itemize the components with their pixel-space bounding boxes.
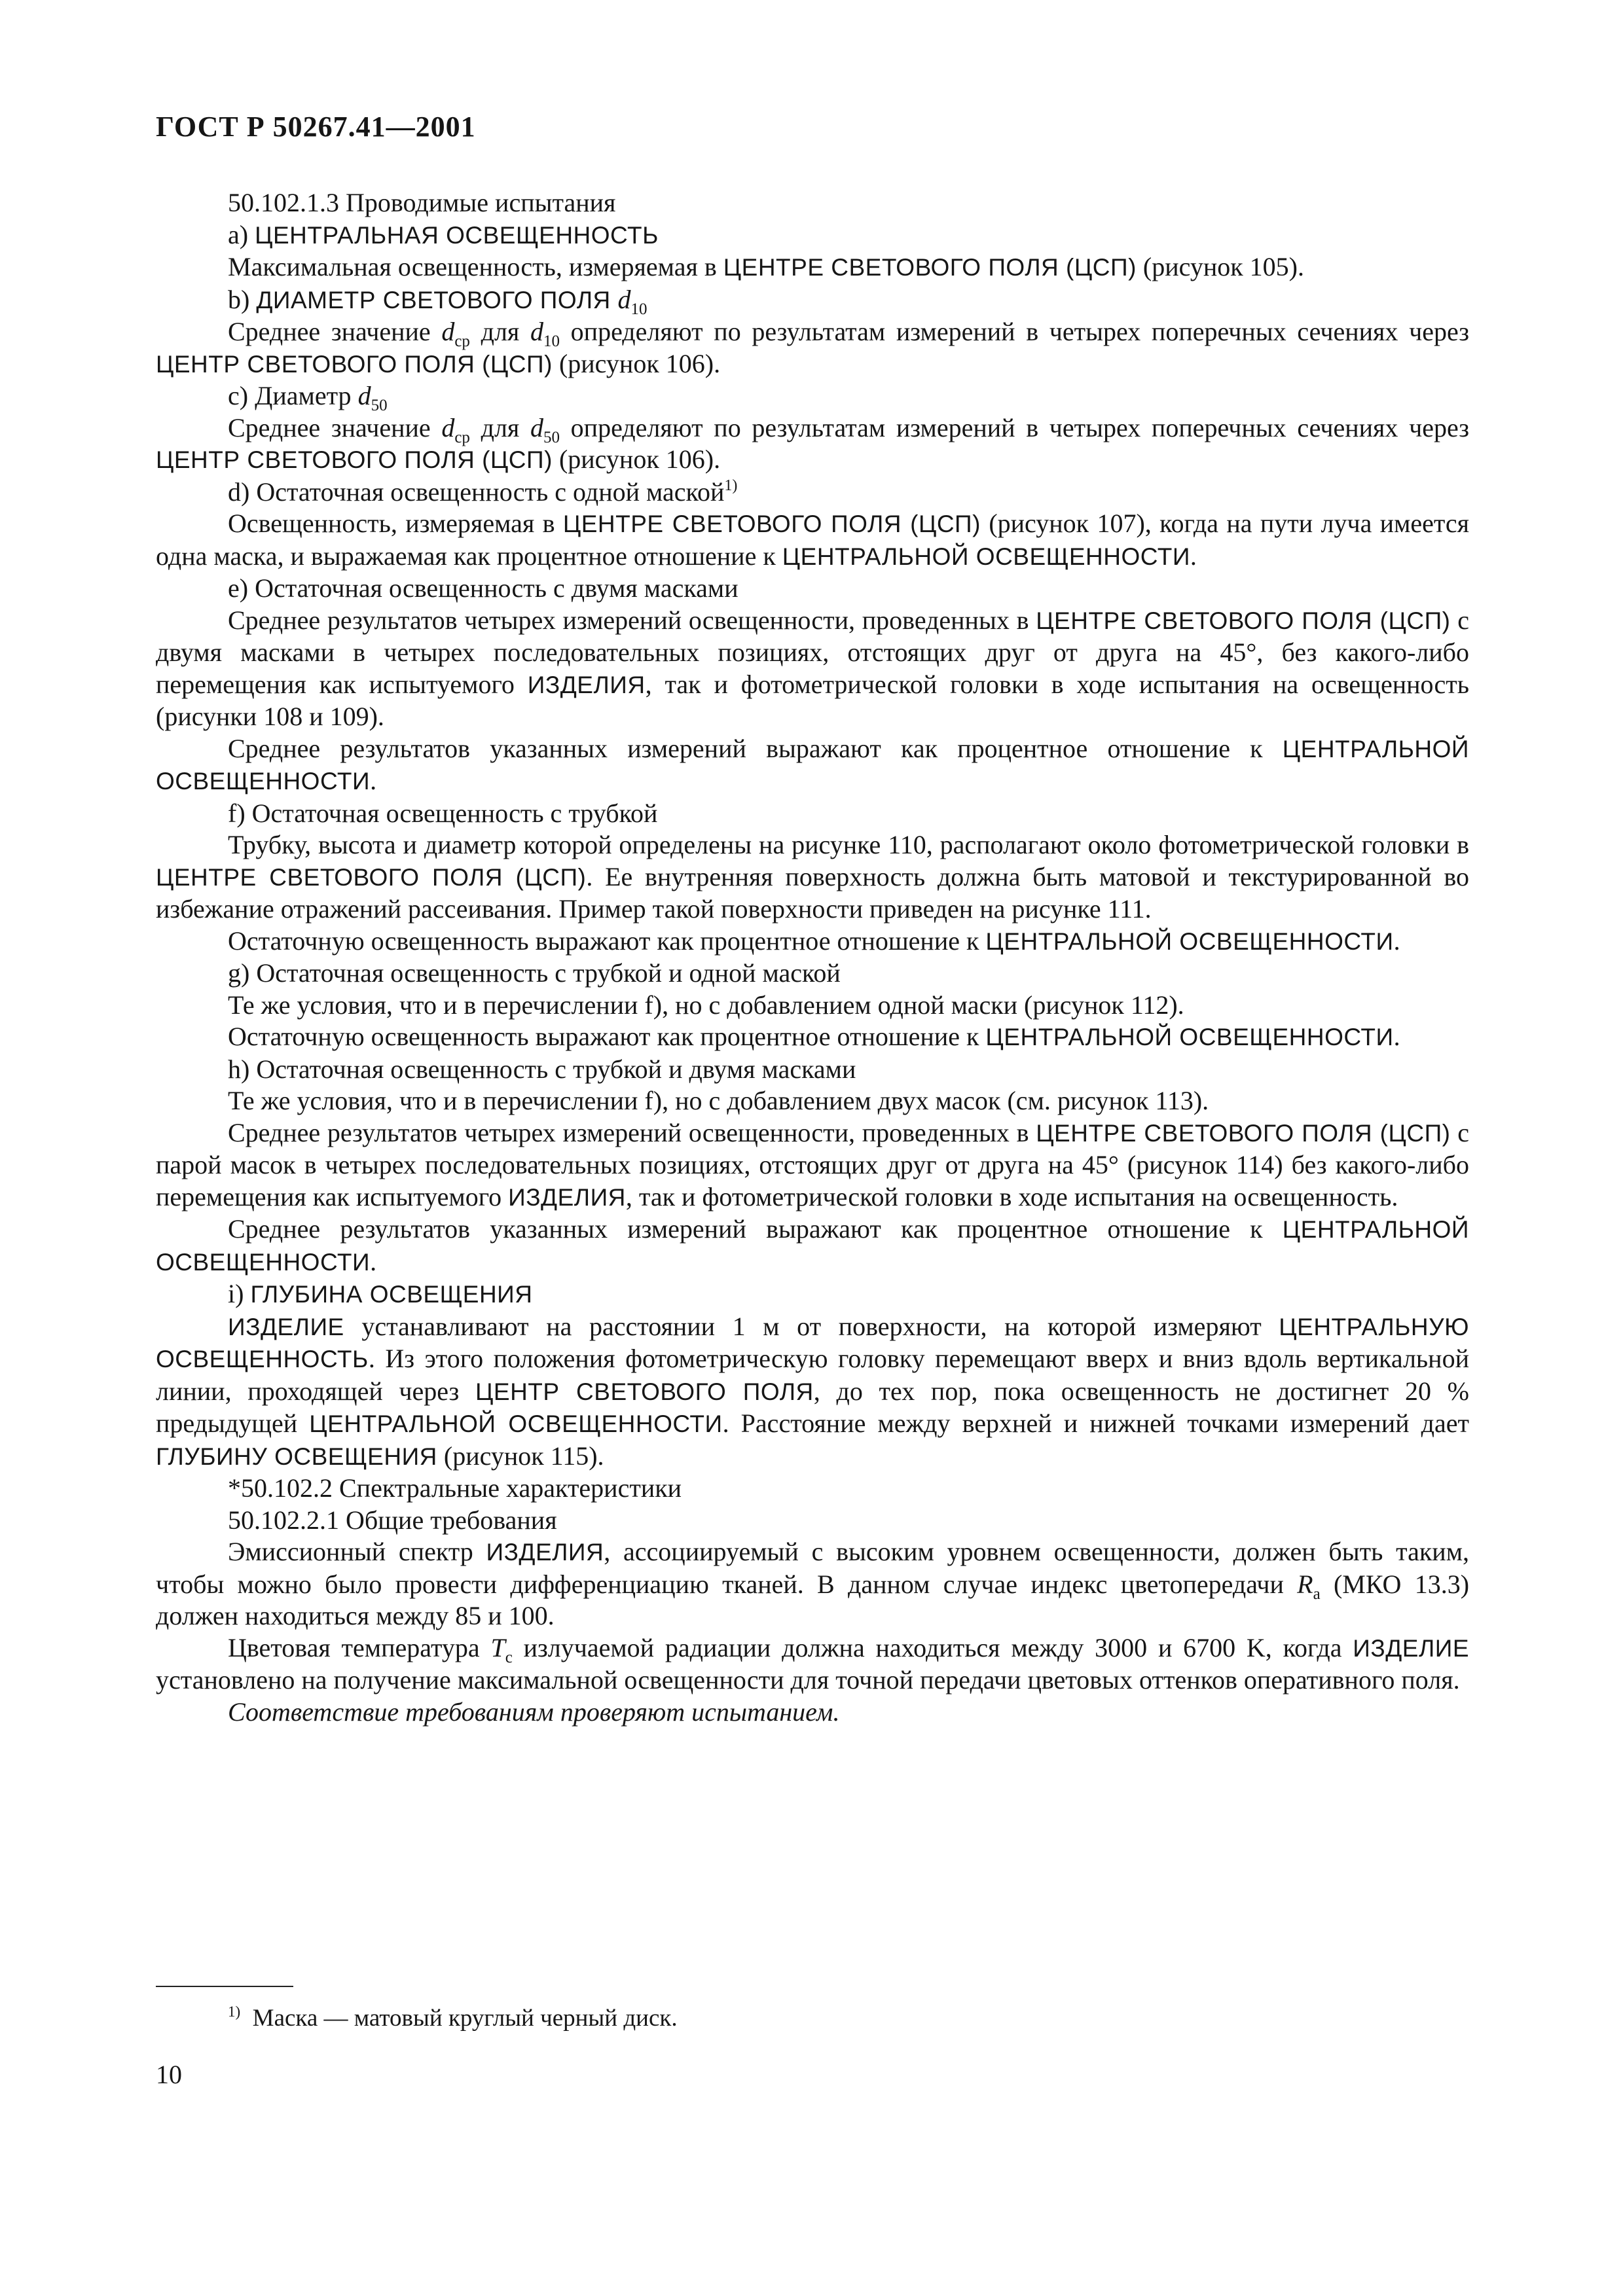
- item-i-heading: i) ГЛУБИНА ОСВЕЩЕНИЯ: [228, 1279, 533, 1308]
- footnote: [228, 2003, 678, 2034]
- item-e-text: Среднее результатов четырех измерений освещенности, проведенных в ЦЕНТРЕ СВЕТОВОГО ПОЛЯ (ЦСП) с двумя масками в четырех последовательных позициях, отстоящих друг от друга на 45°, без какого-либо перемещения как испытуемого ИЗДЕЛИЯ, так и фотометрической головки в ходе испытания на освещенность (рисунки 108 и 109).: [156, 605, 1469, 731]
- item-d-heading: d) Остаточная освещенность с одной маской$^{1)}$: [228, 476, 738, 507]
- item-h-text-3: Среднее результатов указанных измерений выражают как процентное отношение к ЦЕНТРАЛЬНОЙ ОСВЕЩЕННОСТИ.: [156, 1214, 1469, 1276]
- item-g-heading: g) Остаточная освещенность с трубкой и одной маской: [228, 958, 841, 988]
- item-b-text: Среднее значение $d_{ср}$ для $d_{10}$ определяют по результатам измерений в четырех поперечных сечениях через ЦЕНТР СВЕТОВОГО ПОЛЯ (ЦСП) (рисунок 106).: [156, 317, 1469, 378]
- footnote-ref: 1): [724, 476, 738, 494]
- item-d-text: Освещенность, измеряемая в ЦЕНТРЕ СВЕТОВОГО ПОЛЯ (ЦСП) (рисунок 107), когда на пути луча имеется одна маска, и выражаемая как процентное отношение к ЦЕНТРАЛЬНОЙ ОСВЕЩЕННОСТИ.: [156, 509, 1470, 571]
- item-b-heading: b) ДИАМЕТР СВЕТОВОГО ПОЛЯ $d_{10}$: [228, 284, 647, 318]
- footnote-text: Маска — матовый круглый черный диск.: [252, 2005, 678, 2032]
- clause-50-102-1-3-heading: 50.102.1.3 Проводимые испытания: [228, 188, 616, 217]
- item-f-heading: f) Остаточная освещенность с трубкой: [228, 798, 658, 828]
- footnote-divider: [156, 1986, 293, 1987]
- item-g-text-2: Остаточную освещенность выражают как процентное отношение к ЦЕНТРАЛЬНОЙ ОСВЕЩЕННОСТИ.: [228, 1022, 1400, 1051]
- document-header: ГОСТ Р 50267.41—2001: [156, 111, 476, 143]
- item-f-text: Трубку, высота и диаметр которой определены на рисунке 110, располагают около фотометрической головки в ЦЕНТРЕ СВЕТОВОГО ПОЛЯ (ЦСП). Ее внутренняя поверхность должна быть матовой и текстурированной во избежание отражений рассеивания. Пример такой поверхности приведен на рисунке 111.: [156, 830, 1470, 924]
- item-f-text-2: Остаточную освещенность выражают как процентное отношение к ЦЕНТРАЛЬНОЙ ОСВЕЩЕННОСТИ.: [228, 925, 1400, 956]
- clause-50-102-2-1-text-2: Цветовая температура $T_c$ излучаемой радиации должна находиться между 3000 и 6700 K, когда ИЗДЕЛИЕ установлено на получение максимальной освещенности для точной передачи цветовых оттенков оперативного поля.: [156, 1632, 1469, 1695]
- item-i-text: ИЗДЕЛИЕ устанавливают на расстоянии 1 м от поверхности, на которой измеряют ЦЕНТРАЛЬНУЮ ОСВЕЩЕННОСТЬ. Из этого положения фотометрическую головку перемещают вверх и вниз вдоль вертикальной линии, проходящей через ЦЕНТР СВЕТОВОГО ПОЛЯ, до тех пор, пока освещенность не достигнет 20 % предыдущей ЦЕНТРАЛЬНОЙ ОСВЕЩЕННОСТИ. Расстояние между верхней и нижней точками измерений дает ГЛУБИНУ ОСВЕЩЕНИЯ (рисунок 115).: [156, 1311, 1470, 1471]
- item-c-heading: c) Диаметр $d_{50}$: [228, 381, 388, 414]
- item-h-text: Те же условия, что и в перечислении f), но с добавлением двух масок (см. рисунок 113).: [228, 1086, 1209, 1115]
- clause-50-102-2-1-heading: 50.102.2.1 Общие требования: [228, 1505, 557, 1535]
- item-c-text: Среднее значение $d_{ср}$ для $d_{50}$ определяют по результатам измерений в четырех поперечных сечениях через ЦЕНТР СВЕТОВОГО ПОЛЯ (ЦСП) (рисунок 106).: [156, 412, 1469, 474]
- page-number: 10: [156, 2060, 182, 2089]
- footnote-marker: 1): [228, 2003, 241, 2020]
- item-a-text: Максимальная освещенность, измеряемая в ЦЕНТРЕ СВЕТОВОГО ПОЛЯ (ЦСП) (рисунок 105).: [228, 252, 1305, 281]
- item-g-text: Те же условия, что и в перечислении f), но с добавлением одной маски (рисунок 112).: [228, 990, 1184, 1020]
- item-h-heading: h) Остаточная освещенность с трубкой и двумя масками: [228, 1054, 856, 1084]
- item-e-heading: e) Остаточная освещенность с двумя масками: [228, 573, 739, 603]
- compliance-statement: Соответствие требованиям проверяют испытанием.: [228, 1696, 840, 1727]
- document-body: [156, 187, 1469, 1728]
- item-a-heading: a) ЦЕНТРАЛЬНАЯ ОСВЕЩЕННОСТЬ: [228, 219, 659, 249]
- item-e-text-2: Среднее результатов указанных измерений выражают как процентное отношение к ЦЕНТРАЛЬНОЙ ОСВЕЩЕННОСТИ.: [156, 733, 1469, 795]
- item-h-text-2: Среднее результатов четырех измерений освещенности, проведенных в ЦЕНТРЕ СВЕТОВОГО ПОЛЯ (ЦСП) с парой масок в четырех последовательных позициях, отстоящих друг от друга на 45° (рисунок 114) без какого-либо перемещения как испытуемого ИЗДЕЛИЯ, так и фотометрической головки в ходе испытания на освещенность.: [156, 1117, 1469, 1211]
- clause-50-102-2-1-text: Эмиссионный спектр ИЗДЕЛИЯ, ассоциируемый с высоким уровнем освещенности, должен быть таким, чтобы можно было провести дифференциацию тканей. В данном случае индекс цветопередачи $R_a$ (МКО 13.3) должен находиться между 85 и 100.: [156, 1537, 1470, 1630]
- clause-50-102-2-heading: *50.102.2 Спектральные характеристики: [228, 1473, 682, 1503]
